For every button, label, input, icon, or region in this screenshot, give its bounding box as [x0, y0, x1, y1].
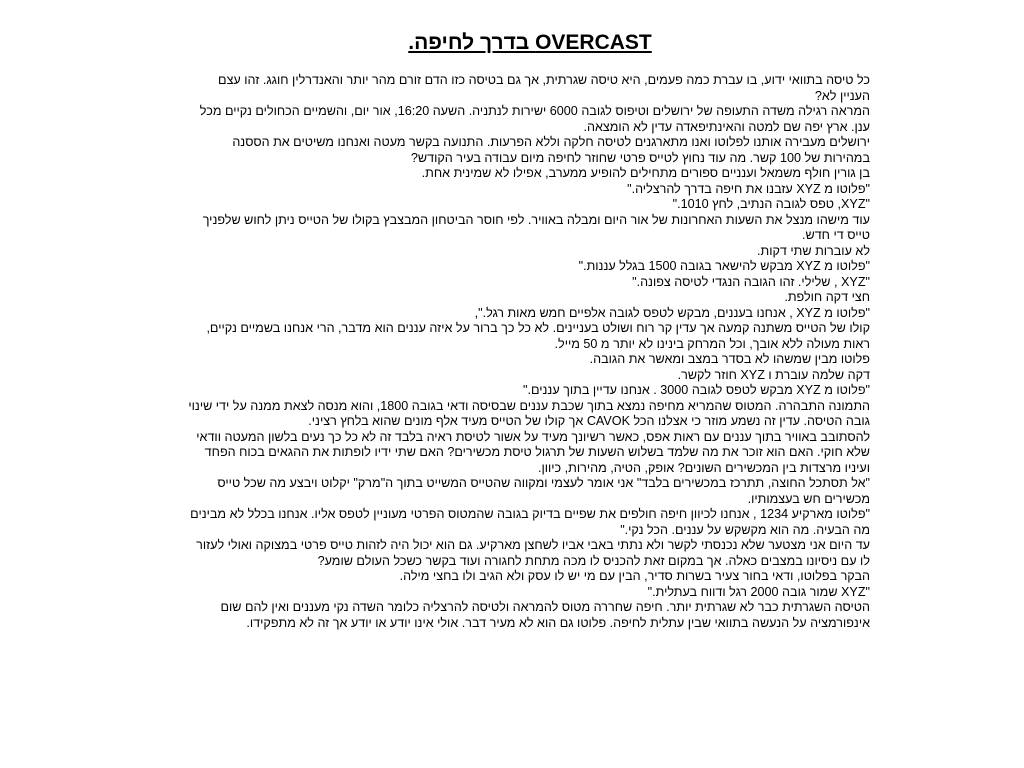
story-paragraph: ירושלים מעבירה אותנו לפלוטו ואנו מתארגנים לטיסה חלקה וללא הפרעות. התנועה בקשר מעטה ואנחנו משיטים את הססנה במהירות של 100 קשר. מה עוד נחוץ לטייס פרטי שחוזר לחיפה מיום עבודה בעיר הקודש?: [232, 135, 870, 165]
story-paragraph: קולו של הטייס משתנה קמעה אך עדין קר רוח ושולט בעניינים. לא כל כך ברור על איזה עננים הוא מדבר, הרי אנחנו בשמיים נקיים, ראות מעולה ללא אובך, וכל המרחק בינינו לא יותר מ 50 מייל.: [206, 321, 870, 351]
story-paragraph: המראה רגילה משדה התעופה של ירושלים וטיפוס לגובה 6000 ישירות לנתניה. השעה 16:20, אור יום, והשמיים הכחולים נקיים מכל ענן. ארץ יפה שם למטה והאינתיפאדה עדין לא הומצאה.: [199, 104, 870, 134]
story-paragraph: התמונה התבהרה. המטוס שהמריא מחיפה נמצא בתוך שכבת עננים שבסיסה ודאי בגובה 1800, והוא מנסה לצאת ממנה על ידי שינוי גובה הטיסה. עדין זה נשמע מוזר כי אצלנו הכל CAVOK אך קולו של הטייס מעיד אלף מונים שהוא בלחץ רציני.: [188, 398, 870, 428]
story-paragraph: להסתובב באוויר בתוך עננים עם ראות אפס, כאשר רשיונך מעיד על אשור לטיסת ראיה בלבד זה לא כל כך נעים בלשון המעטה וודאי שלא חוקי. האם הוא זוכר את מה שלמד בשלוש השעות של תרגול טיסת מכשירים? האם שתי ידיו לופתות את ההגאים בכוח הפחד ועיניו מרצדות בין המכשירים השונים? אופק, הטיה, מהירות, כיוון.: [196, 429, 870, 475]
story-paragraph: "XYZ שמור גובה 2000 רגל ודווח בעתלית.": [647, 584, 870, 599]
story-paragraph: הטיסה השגרתית כבר לא שגרתית יותר. חיפה שחררה מטוס להמראה ולטיסה להרצליה כלומר השדה נקי מעננים ואין להם שום אינפורמציה על הנעשה בתוואי שבין עתלית לחיפה. פלוטו גם הוא לא מעיר דבר. אולי אינו יודע או יודע אך זה לא מתפקידו.: [220, 600, 870, 630]
story-paragraph: "פלוטו מ XYZ , אנחנו בעננים, מבקש לטפס לגובה אלפיים חמש מאות רגל.",: [474, 305, 870, 320]
story-paragraph: כל טיסה בתוואי ידוע, בו עברת כמה פעמים, היא טיסה שגרתית, אך גם בטיסה כזו הדם זורם מהר יותר והאנדרלין חוגג. זהו עצם העניין לא?: [218, 73, 870, 103]
story-paragraph: עוד מישהו מנצל את השעות האחרונות של אור היום ומבלה באוויר. לפי חוסר הביטחון המבצבץ בקולו של הטייס ניתן לחוש שלפניך טייס די חדש.: [202, 212, 870, 242]
story-paragraph: הבקר בפלוטו, ודאי בחור צעיר בשרות סדיר, הבין עם מי יש לו עסק ולא הגיב ולו בחצי מילה.: [399, 569, 870, 583]
story-paragraph: בן גורין חולף משמאל וענניים ספורים מתחילים להופיע ממערב, אפילו לא שמינית אחת.: [421, 166, 870, 180]
story-paragraph: "פלוטו מ XYZ מבקש להישאר בגובה 1500 בגלל עננות.": [578, 259, 870, 273]
story-body: [186, 73, 870, 631]
story-paragraph: "XYZ, טפס לגובה הנתיב, לחץ 1010.": [672, 197, 870, 211]
story-paragraph: "פלוטו מ XYZ מבקש לטפס לגובה 3000 . אנחנו עדיין בתוך עננים.": [523, 383, 870, 397]
story-paragraph: עד היום אני מצטער שלא נכנסתי לקשר ולא נתתי באבי אביו לשחצן מארקיע. גם הוא יכול היה לזהות טייס פרטי במצוקה ואולי לעזור לו עם ניסיונו במצבים כאלה. אך במקום זאת להכניס לו מכה מתחת לחגורה ועוד בקשר כשכל העולם שומע?: [196, 538, 870, 568]
story-paragraph: לא עוברות שתי דקות.: [757, 243, 870, 258]
story-paragraph: דקה שלמה עוברת ו XYZ חוזר לקשר.: [677, 367, 870, 382]
story-paragraph: "פלוטו מ XYZ עזבנו את חיפה בדרך להרצליה.": [627, 181, 870, 196]
page-title: OVERCAST בדרך לחיפה.: [408, 31, 652, 54]
story-paragraph: פלוטו מבין שמשהו לא בסדר במצב ומאשר את הגובה.: [589, 352, 870, 366]
story-paragraph: "פלוטו מארקיע 1234 , אנחנו לכיוון חיפה חולפים את שפיים בדיוק בגובה שהמטוס הפרטי מעוניין לטפס אליו. אנחנו בכלל לא מבינים מה הבעיה. מה הוא מקשקש על עננים. הכל נקי.": [190, 507, 870, 537]
story-paragraph: "XYZ , שלילי. זהו הגובה הנגדי לטיסה צפונה.": [632, 274, 870, 289]
story-paragraph: "אל תסתכל החוצה, תתרכז במכשירים בלבד" אני אומר לעצמי ומקווה שהטייס המשייט בתוך ה"מרק" יקלוט ויבצע מה שכל טייס מכשירים חש בעצמותיו.: [217, 476, 870, 506]
story-paragraph: חצי דקה חולפת.: [784, 290, 870, 304]
